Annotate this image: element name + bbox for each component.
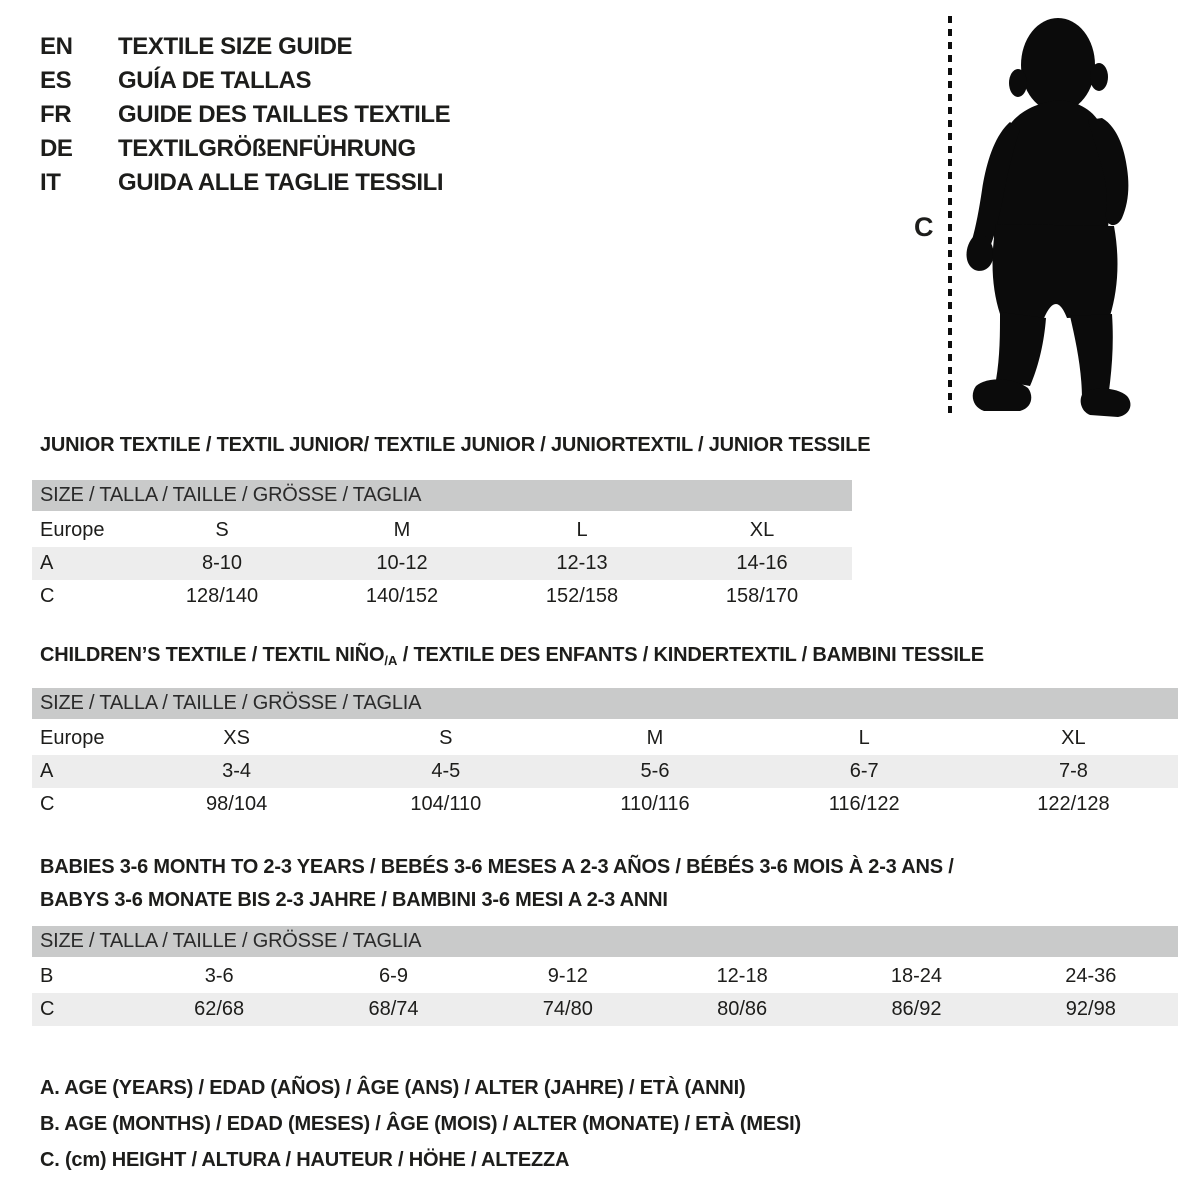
row-label: C [40, 793, 55, 815]
language-title: GUÍA DE TALLAS [118, 67, 312, 94]
table-cell: 3-4 [222, 760, 252, 782]
table-cell: S [439, 727, 453, 749]
row-label: Europe [40, 519, 105, 541]
table-cell: 12-18 [716, 965, 768, 987]
language-row-en [40, 30, 450, 64]
children-heading-text: / TEXTILE DES ENFANTS / KINDERTEXTIL / BAMBINI TESSILE [397, 644, 984, 666]
table-row [32, 993, 1178, 1026]
language-title: GUIDE DES TAILLES TEXTILE [118, 101, 451, 128]
table-cell: 104/110 [410, 793, 482, 815]
table-cell: XL [749, 519, 775, 541]
table-row [32, 960, 1178, 993]
table-cell: M [393, 519, 411, 541]
table-row [32, 514, 852, 547]
language-row-es [40, 64, 450, 98]
table-cell: 68/74 [368, 998, 419, 1020]
table-cell: 3-6 [204, 965, 234, 987]
junior-size-table [32, 480, 852, 613]
table-cell: 10-12 [376, 552, 428, 574]
babies-section-heading [40, 851, 954, 917]
row-label: C [40, 585, 55, 607]
language-title: TEXTILE SIZE GUIDE [118, 33, 353, 60]
table-cell: 158/170 [725, 585, 799, 607]
table-cell: 140/152 [365, 585, 439, 607]
measurement-legend [40, 1070, 801, 1178]
language-code: IT [40, 169, 61, 196]
table-cell: 6-7 [849, 760, 879, 782]
language-code: DE [40, 135, 73, 162]
height-measure-dashed-line [948, 16, 952, 414]
language-code: FR [40, 101, 72, 128]
table-cell: 7-8 [1058, 760, 1088, 782]
row-label: A [40, 552, 54, 574]
language-row-de [40, 132, 450, 166]
table-cell: 9-12 [547, 965, 588, 987]
table-cell: 92/98 [1065, 998, 1116, 1020]
table-cell: 6-9 [379, 965, 408, 987]
table-cell: 62/68 [194, 998, 245, 1020]
language-code: EN [40, 33, 73, 60]
language-code: ES [40, 67, 72, 94]
table-cell: 98/104 [206, 793, 268, 815]
legend-line-b: B. AGE (MONTHS) / EDAD (MESES) / ÂGE (MOIS) / ALTER (MONATE) / ETÀ (MESI) [40, 1113, 801, 1135]
table-cell: 128/140 [185, 585, 259, 607]
table-cell: S [215, 519, 229, 541]
table-cell: 122/128 [1037, 793, 1110, 815]
children-heading-subscript: /A [384, 653, 398, 668]
size-table-header: SIZE / TALLA / TAILLE / GRÖSSE / TAGLIA [32, 688, 1178, 719]
legend-line-c: C. (cm) HEIGHT / ALTURA / HAUTEUR / HÖHE / ALTEZZA [40, 1149, 570, 1171]
children-size-table [32, 688, 1178, 821]
children-section-heading [40, 644, 984, 667]
junior-section-heading: JUNIOR TEXTILE / TEXTIL JUNIOR/ TEXTILE JUNIOR / JUNIORTEXTIL / JUNIOR TESSILE [40, 434, 871, 456]
table-cell: 18-24 [890, 965, 943, 987]
babies-heading-line1: BABIES 3-6 MONTH TO 2-3 YEARS / BEBÉS 3-6 MESES A 2-3 AÑOS / BÉBÉS 3-6 MOIS À 2-3 ANS / [40, 856, 954, 878]
table-cell: 4-5 [431, 760, 461, 782]
table-cell: 110/116 [620, 793, 690, 815]
size-table-header: SIZE / TALLA / TAILLE / GRÖSSE / TAGLIA [32, 480, 852, 511]
table-cell: XS [223, 727, 250, 749]
row-label: Europe [40, 727, 105, 749]
table-cell: 5-6 [640, 760, 670, 782]
table-row [32, 722, 1178, 755]
children-heading-text: CHILDREN’S TEXTILE / TEXTIL NIÑO [40, 644, 385, 666]
table-cell: 12-13 [556, 552, 608, 574]
table-cell: 74/80 [542, 998, 593, 1020]
legend-line-a: A. AGE (YEARS) / EDAD (AÑOS) / ÂGE (ANS) / ALTER (JAHRE) / ETÀ (ANNI) [40, 1077, 746, 1099]
table-row [32, 547, 852, 580]
babies-size-table [32, 926, 1178, 1026]
table-cell: L [858, 727, 870, 749]
table-cell: XL [1061, 727, 1086, 749]
table-cell: 80/86 [717, 998, 768, 1020]
language-list [40, 30, 450, 200]
table-cell: 116/122 [828, 793, 900, 815]
language-row-it [40, 166, 450, 200]
row-label: A [40, 760, 54, 782]
language-title: TEXTILGRÖßENFÜHRUNG [118, 135, 416, 162]
babies-heading-line2: BABYS 3-6 MONATE BIS 2-3 JAHRE / BAMBINI 3-6 MESI A 2-3 ANNI [40, 889, 668, 911]
table-row [32, 580, 852, 613]
baby-silhouette-icon [958, 14, 1142, 418]
table-cell: 152/158 [545, 585, 619, 607]
table-row [32, 755, 1178, 788]
table-row [32, 788, 1178, 821]
size-table-header: SIZE / TALLA / TAILLE / GRÖSSE / TAGLIA [32, 926, 1178, 957]
language-row-fr [40, 98, 450, 132]
table-cell: 86/92 [891, 998, 942, 1020]
row-label: C [40, 998, 55, 1020]
table-cell: L [576, 519, 588, 541]
table-cell: 14-16 [736, 552, 788, 574]
height-measure-label: C [914, 212, 934, 242]
row-label: B [40, 965, 54, 987]
table-cell: M [646, 727, 664, 749]
table-cell: 8-10 [201, 552, 243, 574]
language-title: GUIDA ALLE TAGLIE TESSILI [118, 169, 444, 196]
table-cell: 24-36 [1065, 965, 1117, 987]
